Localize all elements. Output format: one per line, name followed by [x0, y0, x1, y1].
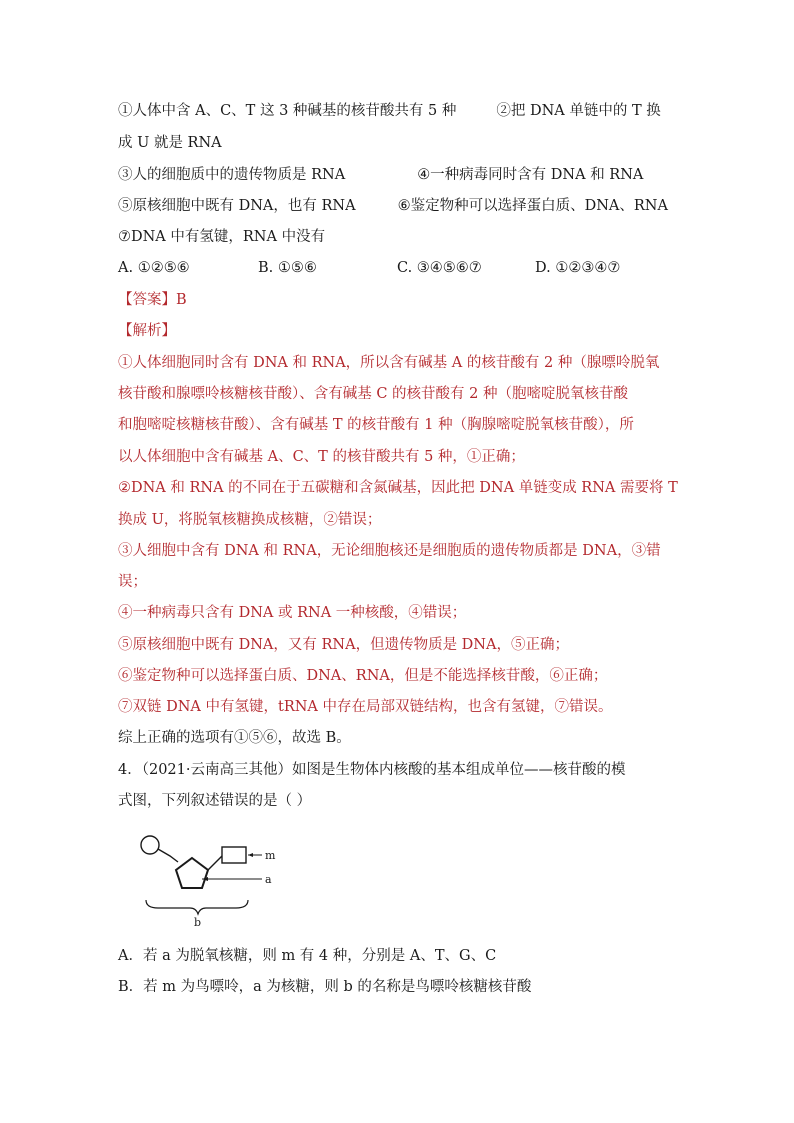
option-b: B. ①⑤⑥ [258, 260, 317, 276]
analysis-line: ②DNA 和 RNA 的不同在于五碳糖和含氮碱基，因此把 DNA 单链变成 RNA 需要将 T [118, 480, 678, 496]
statement-6: ⑥鉴定物种可以选择蛋白质、DNA、RNA [397, 198, 668, 214]
statement-line-1 [118, 101, 661, 121]
option-c: C. ③④⑤⑥⑦ [397, 260, 482, 276]
label-m: m [265, 849, 276, 862]
analysis-line: 误； [118, 574, 147, 590]
analysis-line: ③人细胞中含有 DNA 和 RNA，无论细胞核还是细胞质的遗传物质都是 DNA，③错 [118, 543, 661, 559]
statement-2-part: ②把 DNA 单链中的 T 换 [496, 103, 661, 119]
answer-label: 【答案】B [118, 292, 187, 308]
question-4-stem-line-2: 式图，下列叙述错误的是（ ） [118, 793, 312, 809]
statement-3: ③人的细胞质中的遗传物质是 RNA [118, 167, 346, 183]
analysis-header: 【解析】 [118, 323, 176, 339]
analysis-conclusion: 综上正确的选项有①⑤⑥，故选 B。 [118, 730, 351, 746]
phosphate-sugar-bond [158, 849, 178, 862]
option-d: D. ①②③④⑦ [535, 260, 621, 276]
statement-5: ⑤原核细胞中既有 DNA，也有 RNA [118, 198, 356, 214]
phosphate-circle [141, 836, 159, 854]
statement-1: ①人体中含 A、C、T 这 3 种碱基的核苷酸共有 5 种 [118, 103, 457, 119]
analysis-line: 核苷酸和腺嘌呤核糖核苷酸）、含有碱基 C 的核苷酸有 2 种（胞嘧啶脱氧核苷酸 [118, 386, 629, 402]
question-4-option-b: B．若 m 为鸟嘌呤，a 为核糖，则 b 的名称是鸟嘌呤核糖核苷酸 [118, 979, 532, 995]
analysis-line: 以人体细胞中含有碱基 A、C、T 的核苷酸共有 5 种，①正确； [118, 449, 525, 465]
analysis-line: 换成 U，将脱氧核糖换成核糖，②错误； [118, 512, 382, 528]
label-a: a [265, 873, 272, 886]
label-b: b [194, 916, 202, 928]
analysis-line: ⑦双链 DNA 中有氢键，tRNA 中存在局部双链结构，也含有氢键，⑦错误。 [118, 699, 613, 715]
analysis-line: ⑤原核细胞中既有 DNA，又有 RNA，但遗传物质是 DNA，⑤正确； [118, 637, 569, 653]
statement-line-5: ⑦DNA 中有氢键，RNA 中没有 [118, 229, 326, 245]
option-a: A. ①②⑤⑥ [118, 260, 190, 276]
nucleotide-diagram [136, 828, 296, 928]
analysis-line: ①人体细胞同时含有 DNA 和 RNA，所以含有碱基 A 的核苷酸有 2 种（腺嘌呤脱氧 [118, 355, 660, 371]
base-rectangle [222, 847, 246, 863]
sugar-base-bond [208, 856, 222, 870]
analysis-line: ⑥鉴定物种可以选择蛋白质、DNA、RNA，但是不能选择核苷酸，⑥正确； [118, 668, 608, 684]
analysis-line: ④一种病毒只含有 DNA 或 RNA 一种核酸，④错误； [118, 605, 467, 621]
question-4-stem-line-1: 4．（2021·云南高三其他）如图是生物体内核酸的基本组成单位——核苷酸的模 [118, 762, 626, 778]
analysis-line: 和胞嘧啶核糖核苷酸）、含有碱基 T 的核苷酸有 1 种（胸腺嘧啶脱氧核苷酸），所 [118, 417, 634, 433]
question-4-option-a: A．若 a 为脱氧核糖，则 m 有 4 种，分别是 A、T、G、C [118, 948, 497, 964]
statement-4: ④一种病毒同时含有 DNA 和 RNA [417, 167, 644, 183]
pentose-sugar-pentagon [176, 858, 208, 888]
statement-line-4 [118, 196, 668, 216]
nucleotide-diagram-svg [136, 828, 296, 928]
brace-b [146, 900, 248, 914]
statement-line-3 [118, 165, 643, 185]
statement-line-2: 成 U 就是 RNA [118, 135, 222, 151]
